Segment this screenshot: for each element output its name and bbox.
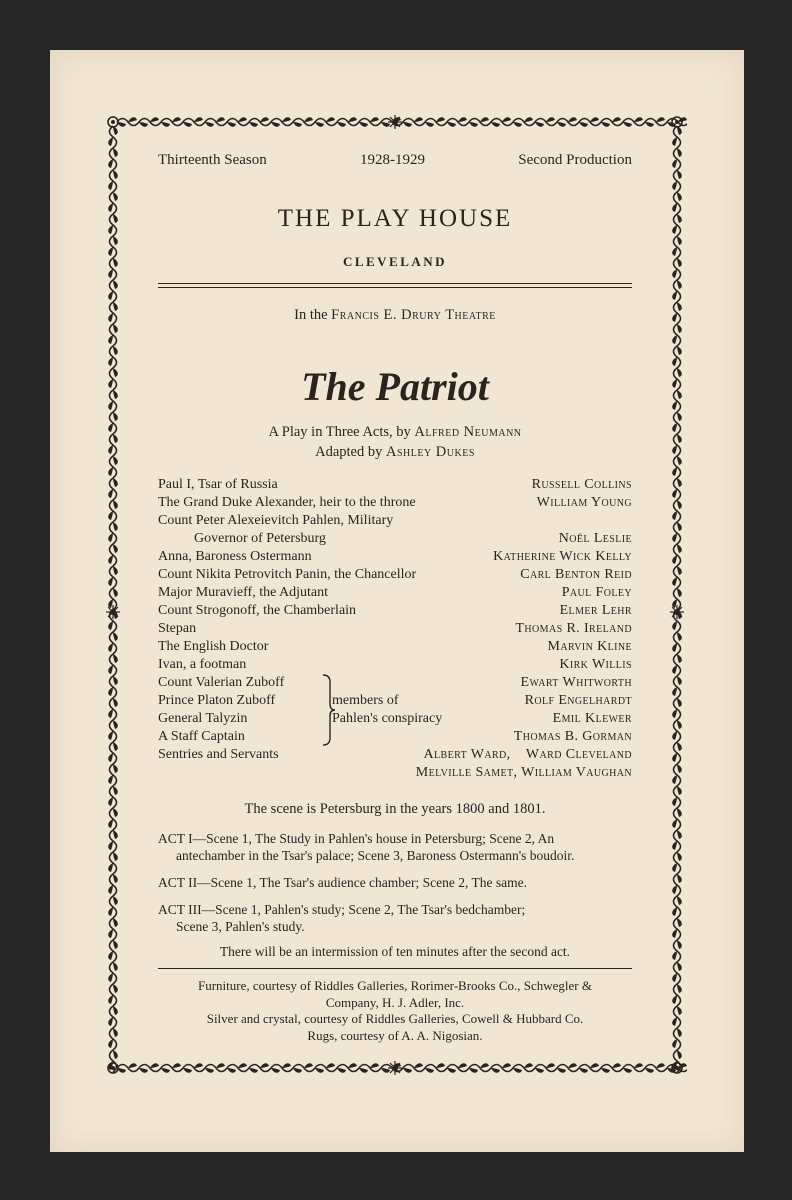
cast-actor: Thomas B. Gorman <box>513 729 632 744</box>
cast-row <box>158 548 632 566</box>
cast-actor: Kirk Willis <box>559 657 632 672</box>
act-line: ACT II—Scene 1, The Tsar's audience chamber; Scene 2, The same. <box>158 875 527 890</box>
production-label: Second Production <box>518 152 632 168</box>
adapter-name: Ashley Dukes <box>385 444 475 460</box>
cast-actor: Carl Benton Reid <box>520 567 632 582</box>
cast-role: Count Strogonoff, the Chamberlain <box>158 603 357 618</box>
subtitle-author <box>158 422 632 442</box>
sentries-actors-2: Melville Samet, William Vaughan <box>415 765 632 780</box>
season-row <box>158 150 632 170</box>
credit-line: Rugs, courtesy of A. A. Nigosian. <box>307 1027 483 1043</box>
cast-actor: Emil Klewer <box>552 711 632 726</box>
theatre-prefix: In the <box>294 307 332 323</box>
act-description <box>158 874 632 891</box>
adapter-prefix: Adapted by <box>315 444 386 460</box>
author-name: Alfred Neumann <box>414 424 522 440</box>
cast-row <box>158 530 632 548</box>
cast-actor: Noël Leslie <box>558 531 632 546</box>
cast-role: Count Peter Alexeievitch Pahlen, Military <box>158 513 394 528</box>
cast-actor: William Young <box>536 495 632 510</box>
cast-row <box>158 620 632 638</box>
cast-row <box>158 476 632 494</box>
cast-actor: Paul Foley <box>561 585 632 600</box>
cast-row <box>158 566 632 584</box>
credits-block <box>158 978 632 1044</box>
cast-role: Paul I, Tsar of Russia <box>158 477 278 492</box>
cast-actor: Katherine Wick Kelly <box>493 549 632 564</box>
cast-role: Major Muravieff, the Adjutant <box>158 585 329 600</box>
credits-divider <box>158 968 632 969</box>
cast-row <box>158 584 632 602</box>
cast-role: Anna, Baroness Ostermann <box>158 549 312 564</box>
season-label: Thirteenth Season <box>158 152 267 168</box>
cast-role: Governor of Petersburg <box>194 531 326 546</box>
cast-actor: Marvin Kline <box>547 639 632 654</box>
cast-role: A Staff Captain <box>158 729 245 744</box>
theatre-line <box>158 306 632 324</box>
cast-actor: Elmer Lehr <box>559 603 632 618</box>
subtitle-prefix: A Play in Three Acts, by <box>268 424 415 440</box>
cast-role: Count Valerian Zuboff <box>158 675 285 690</box>
city-heading: CLEVELAND <box>342 254 448 269</box>
cast-role: General Talyzin <box>158 711 248 726</box>
act-line-cont: Scene 3, Pahlen's study. <box>176 919 305 934</box>
cast-row <box>158 656 632 674</box>
cast-role: The Grand Duke Alexander, heir to the throne <box>158 495 416 510</box>
act-description <box>158 830 632 864</box>
credit-line: Silver and crystal, courtesy of Riddles Galleries, Cowell & Hubbard Co. <box>206 1011 584 1026</box>
subtitle-adapter <box>158 442 632 462</box>
cast-actor: Ewart Whitworth <box>520 675 632 690</box>
conspiracy-group <box>158 674 632 746</box>
cast-role: Count Nikita Petrovitch Panin, the Chancellor <box>158 567 417 582</box>
act-line: ACT I—Scene 1, The Study in Pahlen's house in Petersburg; Scene 2, An <box>158 831 555 846</box>
cast-role: Ivan, a footman <box>158 657 247 672</box>
cast-list <box>158 476 632 674</box>
scene-setting: The scene is Petersburg in the years 1800 and 1801. <box>244 801 546 817</box>
conspiracy-row <box>158 674 632 692</box>
act-line: ACT III—Scene 1, Pahlen's study; Scene 2, The Tsar's bedchamber; <box>158 902 526 917</box>
sentries-role: Sentries and Servants <box>158 747 279 762</box>
program-content <box>158 150 632 1044</box>
conspiracy-row <box>158 728 632 746</box>
cast-role: Prince Platon Zuboff <box>158 693 276 708</box>
playhouse-heading: THE PLAY HOUSE <box>277 205 513 232</box>
cast-row <box>158 602 632 620</box>
credit-line: Company, H. J. Adler, Inc. <box>325 994 465 1010</box>
sentries-row-2 <box>158 764 632 782</box>
conspiracy-label-line2: Pahlen's conspiracy <box>332 711 443 726</box>
cast-actor: Russell Collins <box>531 477 632 492</box>
play-title: The Patriot <box>301 364 489 409</box>
cast-role: Stepan <box>158 621 197 636</box>
act-description <box>158 901 632 935</box>
season-years: 1928-1929 <box>359 152 425 168</box>
conspiracy-label-line1: members of <box>332 693 399 708</box>
cast-actor: Rolf Engelhardt <box>524 693 632 708</box>
double-rule-divider <box>158 283 632 288</box>
acts-list <box>158 830 632 935</box>
conspiracy-label <box>332 692 442 728</box>
credit-line: Furniture, courtesy of Riddles Galleries, Rorimer-Brooks Co., Schwegler & <box>198 978 592 993</box>
cast-row <box>158 494 632 512</box>
cast-row <box>158 638 632 656</box>
theatre-name: Francis E. Drury Theatre <box>331 307 496 323</box>
cast-row <box>158 512 632 530</box>
sentries-actors-1: Albert Ward, Ward Cleveland <box>423 747 632 762</box>
act-line-cont: antechamber in the Tsar's palace; Scene 3, Baroness Ostermann's boudoir. <box>176 848 575 863</box>
cast-role: The English Doctor <box>158 639 269 654</box>
intermission-note: There will be an intermission of ten minutes after the second act. <box>219 944 571 959</box>
cast-actor: Thomas R. Ireland <box>515 621 632 636</box>
sentries-row <box>158 746 632 764</box>
